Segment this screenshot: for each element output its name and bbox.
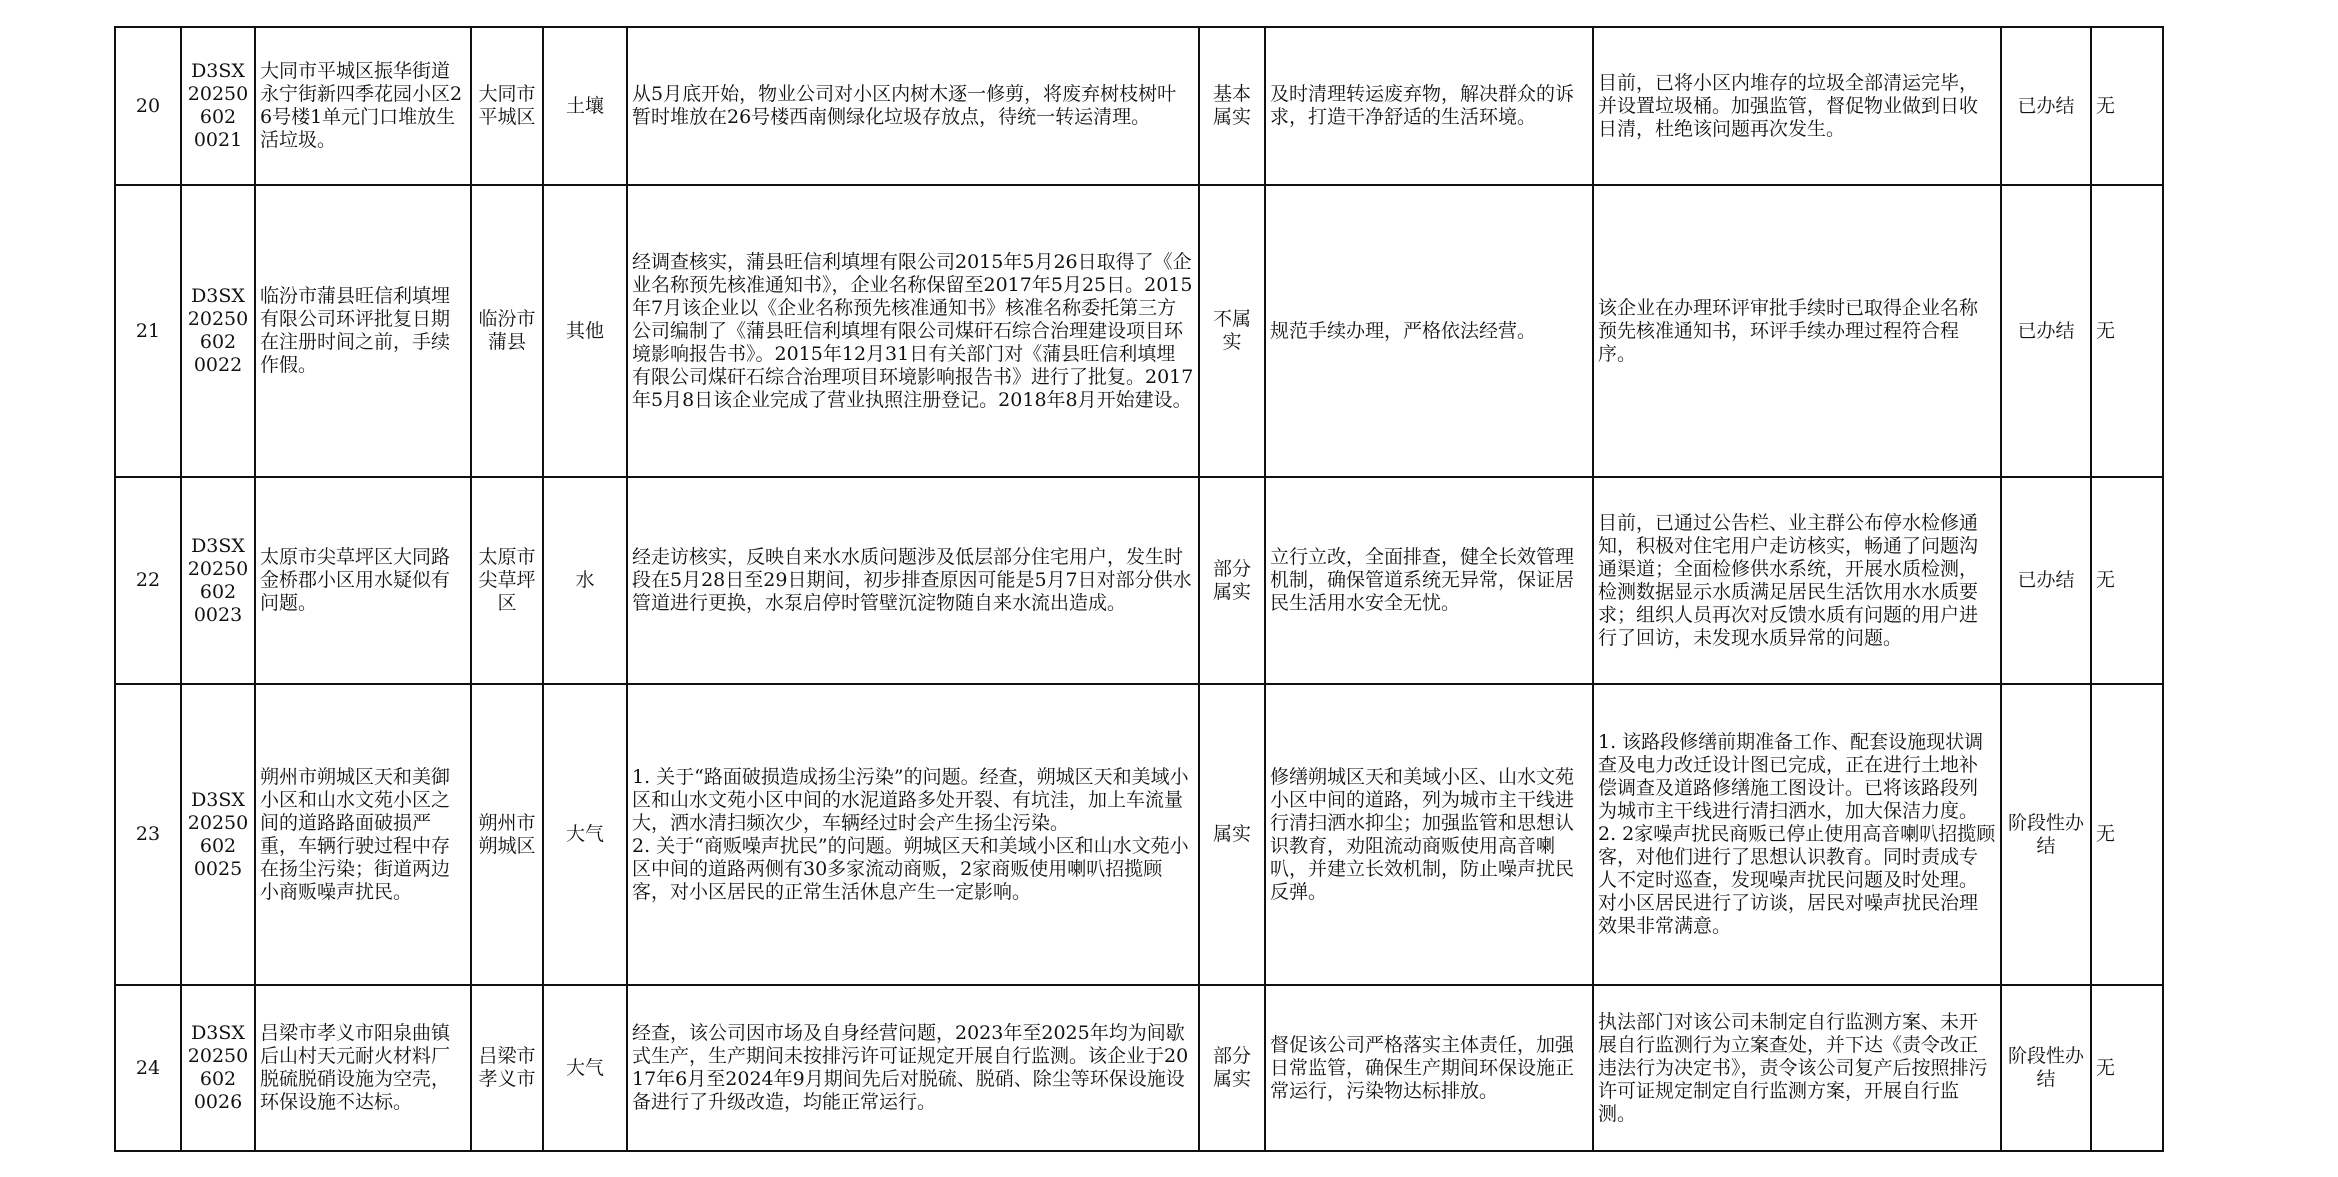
remark: 无 bbox=[2091, 27, 2163, 185]
table-row bbox=[115, 985, 2163, 1151]
complaint-table bbox=[114, 26, 2164, 1152]
administrative-area: 太原市尖草坪区 bbox=[471, 477, 543, 684]
remark: 无 bbox=[2091, 985, 2163, 1151]
administrative-area: 临汾市蒲县 bbox=[471, 185, 543, 477]
pollution-type: 水 bbox=[543, 477, 627, 684]
table-row bbox=[115, 477, 2163, 684]
investigation-findings: 经查，该公司因市场及自身经营问题，2023年至2025年均为间歇式生产，生产期间未按排污许可证规定开展自行监测。该企业于2017年6月至2024年9月期间先后对脱硫、脱硝、除尘等环保设施设备进行了升级改造，均能正常运行。 bbox=[627, 985, 1199, 1151]
pollution-type: 其他 bbox=[543, 185, 627, 477]
row-number: 21 bbox=[115, 185, 181, 477]
problem-description: 吕梁市孝义市阳泉曲镇后山村天元耐火材料厂脱硫脱硝设施为空壳，环保设施不达标。 bbox=[255, 985, 471, 1151]
investigation-findings: 经走访核实，反映自来水水质问题涉及低层部分住宅用户，发生时段在5月28日至29日期间，初步排查原因可能是5月7日对部分供水管道进行更换，水泵启停时管壁沉淀物随自来水流出造成。 bbox=[627, 477, 1199, 684]
handling-measures: 修缮朔城区天和美域小区、山水文苑小区中间的道路，列为城市主干线进行清扫洒水抑尘；加强监管和思想认识教育，劝阻流动商贩使用高音喇叭，并建立长效机制，防止噪声扰民反弹。 bbox=[1265, 684, 1593, 985]
row-number: 24 bbox=[115, 985, 181, 1151]
investigation-findings: 从5月底开始，物业公司对小区内树木逐一修剪，将废弃树枝树叶暂时堆放在26号楼西南侧绿化垃圾存放点，待统一转运清理。 bbox=[627, 27, 1199, 185]
completion-status: 阶段性办结 bbox=[2001, 985, 2091, 1151]
case-code: D3SX20250602 0023 bbox=[181, 477, 255, 684]
verification-verdict: 不属实 bbox=[1199, 185, 1265, 477]
row-number: 23 bbox=[115, 684, 181, 985]
pollution-type: 大气 bbox=[543, 684, 627, 985]
problem-description: 太原市尖草坪区大同路金桥郡小区用水疑似有问题。 bbox=[255, 477, 471, 684]
handling-measures: 立行立改，全面排查，健全长效管理机制，确保管道系统无异常，保证居民生活用水安全无忧。 bbox=[1265, 477, 1593, 684]
remark: 无 bbox=[2091, 185, 2163, 477]
administrative-area: 吕梁市孝义市 bbox=[471, 985, 543, 1151]
pollution-type: 土壤 bbox=[543, 27, 627, 185]
pollution-type: 大气 bbox=[543, 985, 627, 1151]
completion-status: 已办结 bbox=[2001, 185, 2091, 477]
table-row bbox=[115, 185, 2163, 477]
completion-status: 阶段性办结 bbox=[2001, 684, 2091, 985]
handling-measures: 督促该公司严格落实主体责任，加强日常监管，确保生产期间环保设施正常运行，污染物达标排放。 bbox=[1265, 985, 1593, 1151]
completion-status: 已办结 bbox=[2001, 27, 2091, 185]
problem-description: 临汾市蒲县旺信利填埋有限公司环评批复日期在注册时间之前，手续作假。 bbox=[255, 185, 471, 477]
case-code: D3SX20250602 0022 bbox=[181, 185, 255, 477]
remark: 无 bbox=[2091, 684, 2163, 985]
handling-measures: 及时清理转运废弃物，解决群众的诉求，打造干净舒适的生活环境。 bbox=[1265, 27, 1593, 185]
table-row bbox=[115, 27, 2163, 185]
handling-measures: 规范手续办理，严格依法经营。 bbox=[1265, 185, 1593, 477]
verification-verdict: 属实 bbox=[1199, 684, 1265, 985]
case-code: D3SX20250602 0026 bbox=[181, 985, 255, 1151]
investigation-findings: 1. 关于“路面破损造成扬尘污染”的问题。经查，朔城区天和美域小区和山水文苑小区中间的水泥道路多处开裂、有坑洼，加上车流量大，洒水清扫频次少，车辆经过时会产生扬尘污染。 2. 关于“商贩噪声扰民”的问题。朔城区天和美域小区和山水文苑小区中间的道路两侧有30多家流动商贩，2家商贩使用喇叭招揽顾客，对小区居民的正常生活休息产生一定影响。 bbox=[627, 684, 1199, 985]
verification-verdict: 部分属实 bbox=[1199, 985, 1265, 1151]
investigation-findings: 经调查核实，蒲县旺信利填埋有限公司2015年5月26日取得了《企业名称预先核准通知书》，企业名称保留至2017年5月25日。2015年7月该企业以《企业名称预先核准通知书》核准名称委托第三方公司编制了《蒲县旺信利填埋有限公司煤矸石综合治理建设项目环境影响报告书》。2015年12月31日有关部门对《蒲县旺信利填埋有限公司煤矸石综合治理项目环境影响报告书》进行了批复。2017年5月8日该企业完成了营业执照注册登记。2018年8月开始建设。 bbox=[627, 185, 1199, 477]
completion-status: 已办结 bbox=[2001, 477, 2091, 684]
handling-result: 执法部门对该公司未制定自行监测方案、未开展自行监测行为立案查处，并下达《责令改正违法行为决定书》，责令该公司复产后按照排污许可证规定制定自行监测方案，开展自行监测。 bbox=[1593, 985, 2001, 1151]
administrative-area: 朔州市朔城区 bbox=[471, 684, 543, 985]
table-row bbox=[115, 684, 2163, 985]
handling-result: 目前，已将小区内堆存的垃圾全部清运完毕，并设置垃圾桶。加强监管，督促物业做到日收日清，杜绝该问题再次发生。 bbox=[1593, 27, 2001, 185]
problem-description: 大同市平城区振华街道永宁街新四季花园小区26号楼1单元门口堆放生活垃圾。 bbox=[255, 27, 471, 185]
case-code: D3SX20250602 0021 bbox=[181, 27, 255, 185]
row-number: 20 bbox=[115, 27, 181, 185]
handling-result: 该企业在办理环评审批手续时已取得企业名称预先核准通知书，环评手续办理过程符合程序。 bbox=[1593, 185, 2001, 477]
case-code: D3SX20250602 0025 bbox=[181, 684, 255, 985]
verification-verdict: 部分属实 bbox=[1199, 477, 1265, 684]
administrative-area: 大同市平城区 bbox=[471, 27, 543, 185]
handling-result: 1. 该路段修缮前期准备工作、配套设施现状调查及电力改迁设计图已完成，正在进行土地补偿调查及道路修缮施工图设计。已将该路段列为城市主干线进行清扫洒水，加大保洁力度。 2. 2家噪声扰民商贩已停止使用高音喇叭招揽顾客，对他们进行了思想认识教育。同时责成专人不定时巡查，发现噪声扰民问题及时处理。对小区居民进行了访谈，居民对噪声扰民治理效果非常满意。 bbox=[1593, 684, 2001, 985]
problem-description: 朔州市朔城区天和美御小区和山水文苑小区之间的道路路面破损严重，车辆行驶过程中存在扬尘污染；街道两边小商贩噪声扰民。 bbox=[255, 684, 471, 985]
handling-result: 目前，已通过公告栏、业主群公布停水检修通知，积极对住宅用户走访核实，畅通了问题沟通渠道；全面检修供水系统，开展水质检测，检测数据显示水质满足居民生活饮用水水质要求；组织人员再次对反馈水质有问题的用户进行了回访，未发现水质异常的问题。 bbox=[1593, 477, 2001, 684]
verification-verdict: 基本属实 bbox=[1199, 27, 1265, 185]
remark: 无 bbox=[2091, 477, 2163, 684]
row-number: 22 bbox=[115, 477, 181, 684]
